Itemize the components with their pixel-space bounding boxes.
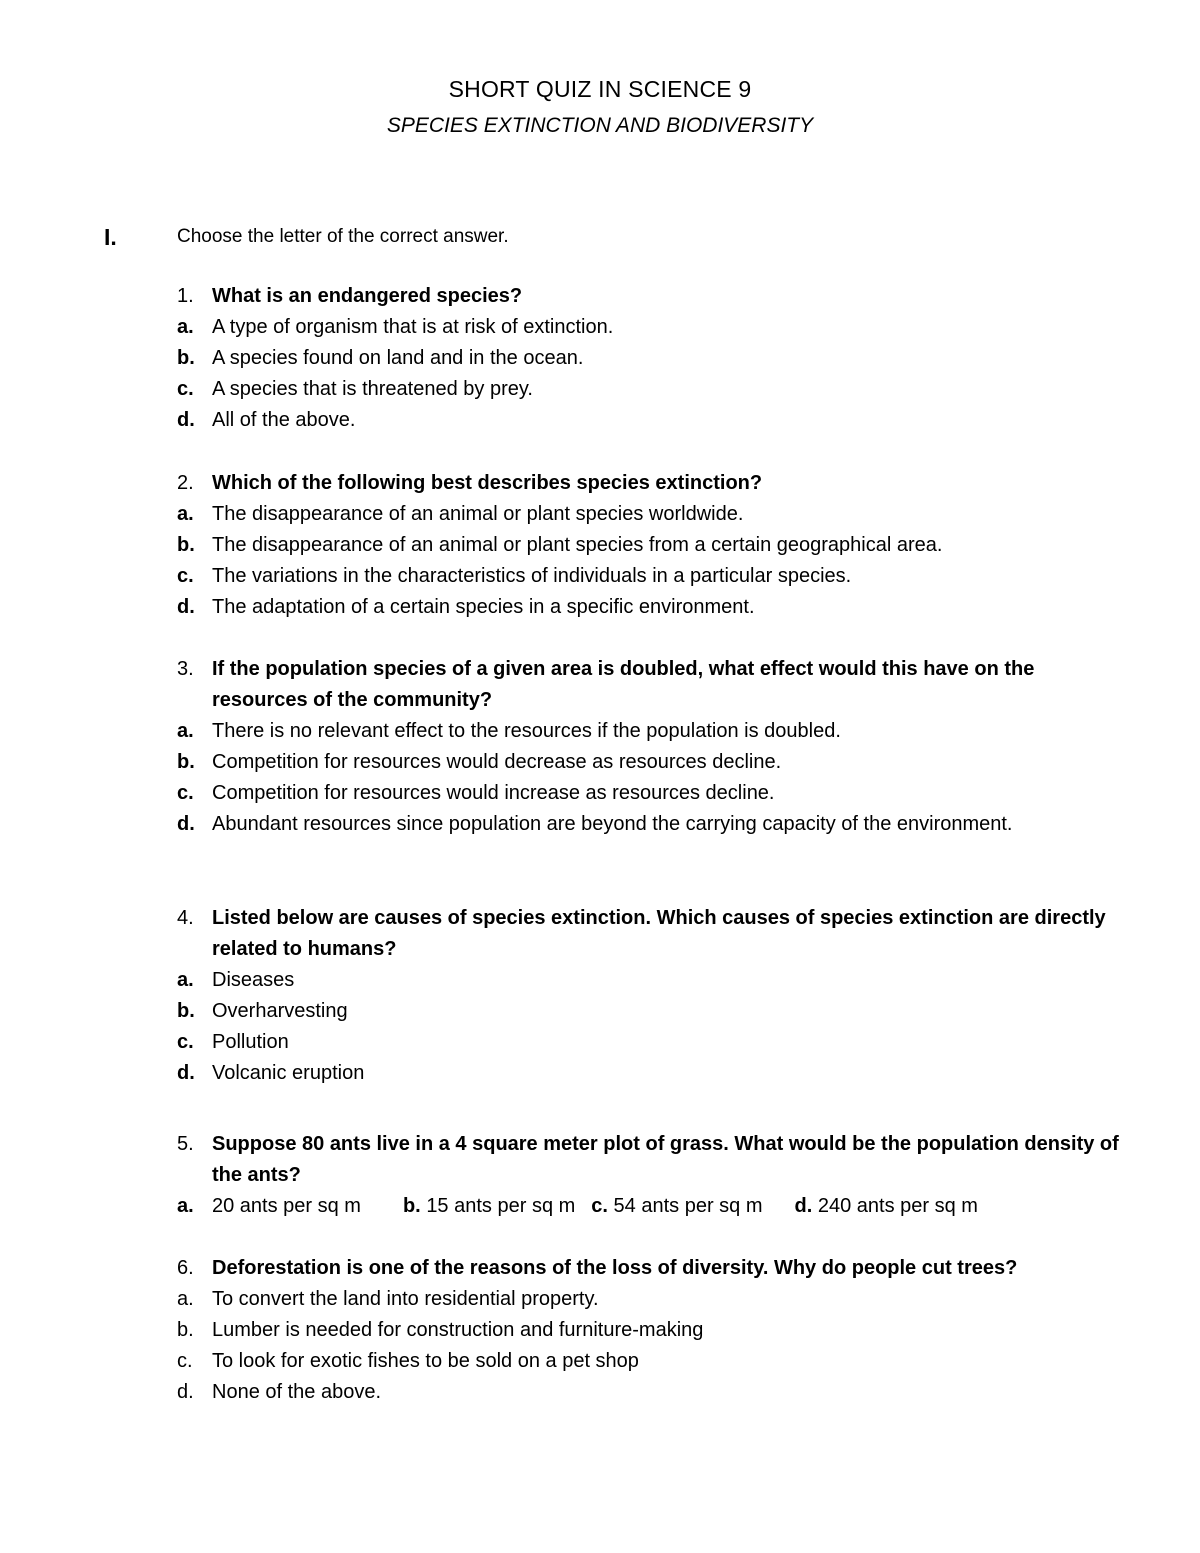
option-letter: b. xyxy=(177,534,195,556)
option-letter: b. xyxy=(177,1319,194,1341)
option-letter: d. xyxy=(794,1195,813,1217)
option-b xyxy=(177,1315,1127,1346)
option-b xyxy=(177,530,1127,561)
question-number: 2. xyxy=(177,472,194,494)
section-instruction: Choose the letter of the correct answer. xyxy=(177,226,509,247)
question-number: 3. xyxy=(177,658,194,680)
option-a xyxy=(177,965,1127,996)
question-5 xyxy=(177,1129,1127,1222)
option-a xyxy=(212,1191,361,1222)
option-text: Pollution xyxy=(212,1031,289,1053)
option-letter: c. xyxy=(177,1350,193,1372)
option-c xyxy=(177,1346,1127,1377)
option-c xyxy=(591,1191,762,1222)
option-letter: d. xyxy=(177,813,195,835)
option-text: A species that is threatened by prey. xyxy=(212,378,533,400)
option-text: There is no relevant effect to the resources if the population is doubled. xyxy=(212,720,841,742)
option-a xyxy=(177,499,1127,530)
option-a xyxy=(177,312,1127,343)
option-letter: c. xyxy=(177,378,194,400)
option-letter: c. xyxy=(177,565,194,587)
option-text: 240 ants per sq m xyxy=(817,1195,978,1217)
option-text: None of the above. xyxy=(212,1381,382,1403)
option-d xyxy=(795,1191,978,1222)
question-2 xyxy=(177,468,1127,623)
option-text: 15 ants per sq m xyxy=(426,1195,576,1217)
question-number: 1. xyxy=(177,285,194,307)
option-d xyxy=(177,1377,1127,1408)
option-letter: d. xyxy=(177,409,195,431)
option-letter: d. xyxy=(177,1062,195,1084)
option-letter: c. xyxy=(177,782,194,804)
option-d xyxy=(177,809,1127,840)
option-d xyxy=(177,405,1127,436)
option-text: The disappearance of an animal or plant species worldwide. xyxy=(212,503,744,525)
option-letter: a. xyxy=(177,1195,194,1217)
option-c xyxy=(177,1027,1127,1058)
option-b xyxy=(177,996,1127,1027)
option-text: A species found on land and in the ocean. xyxy=(212,347,584,369)
option-text: 54 ants per sq m xyxy=(613,1195,763,1217)
option-letter: a. xyxy=(177,969,194,991)
question-stem: Listed below are causes of species extinction. Which causes of species extinction are directly related to humans? xyxy=(212,907,1106,960)
option-d xyxy=(177,592,1127,623)
option-c xyxy=(177,561,1127,592)
question-4 xyxy=(177,903,1127,1089)
option-text: To look for exotic fishes to be sold on a pet shop xyxy=(212,1350,639,1372)
option-letter: c. xyxy=(177,1031,194,1053)
question-6 xyxy=(177,1253,1127,1408)
option-letter: a. xyxy=(177,1288,194,1310)
option-text: To convert the land into residential property. xyxy=(212,1288,599,1310)
option-a xyxy=(177,716,1127,747)
option-text: Lumber is needed for construction and furniture-making xyxy=(212,1319,704,1341)
option-text: The disappearance of an animal or plant species from a certain geographical area. xyxy=(212,534,943,556)
option-letter: c. xyxy=(591,1195,608,1217)
option-letter: a. xyxy=(177,316,194,338)
option-text: The adaptation of a certain species in a specific environment. xyxy=(212,596,755,618)
option-c xyxy=(177,374,1127,405)
option-letter: d. xyxy=(177,1381,194,1403)
option-text: The variations in the characteristics of individuals in a particular species. xyxy=(212,565,852,587)
option-c xyxy=(177,778,1127,809)
option-letter: a. xyxy=(177,503,194,525)
option-text: All of the above. xyxy=(212,409,356,431)
question-stem: Deforestation is one of the reasons of the loss of diversity. Why do people cut trees? xyxy=(212,1257,1018,1279)
option-d xyxy=(177,1058,1127,1089)
option-a xyxy=(177,1284,1127,1315)
option-text: Overharvesting xyxy=(212,1000,348,1022)
question-1 xyxy=(177,281,1127,436)
option-text: 20 ants per sq m xyxy=(212,1195,361,1217)
option-text: Volcanic eruption xyxy=(212,1062,365,1084)
section-numeral: I. xyxy=(104,224,117,250)
question-number: 6. xyxy=(177,1257,194,1279)
option-letter: b. xyxy=(177,751,195,773)
option-letter: a. xyxy=(177,720,194,742)
page-subtitle: SPECIES EXTINCTION AND BIODIVERSITY xyxy=(386,114,814,137)
question-number: 5. xyxy=(177,1133,194,1155)
question-stem: Which of the following best describes species extinction? xyxy=(212,472,763,494)
option-b xyxy=(177,343,1127,374)
option-b xyxy=(403,1191,575,1222)
page-title: SHORT QUIZ IN SCIENCE 9 xyxy=(448,76,752,102)
option-letter: d. xyxy=(177,596,195,618)
option-text: A type of organism that is at risk of extinction. xyxy=(212,316,614,338)
option-text: Diseases xyxy=(212,969,295,991)
question-stem: If the population species of a given area is doubled, what effect would this have on the resources of the community? xyxy=(212,658,1035,711)
option-letter: b. xyxy=(177,347,195,369)
question-stem: Suppose 80 ants live in a 4 square meter plot of grass. What would be the population density of the ants? xyxy=(212,1133,1119,1186)
question-stem: What is an endangered species? xyxy=(212,285,523,307)
question-number: 4. xyxy=(177,907,194,929)
option-b xyxy=(177,747,1127,778)
option-letter: b. xyxy=(177,1000,195,1022)
question-3 xyxy=(177,654,1127,840)
option-text: Abundant resources since population are beyond the carrying capacity of the environment. xyxy=(212,813,1013,835)
option-row xyxy=(177,1191,1127,1222)
option-text: Competition for resources would decrease as resources decline. xyxy=(212,751,782,773)
option-letter: b. xyxy=(402,1195,421,1217)
option-text: Competition for resources would increase as resources decline. xyxy=(212,782,775,804)
